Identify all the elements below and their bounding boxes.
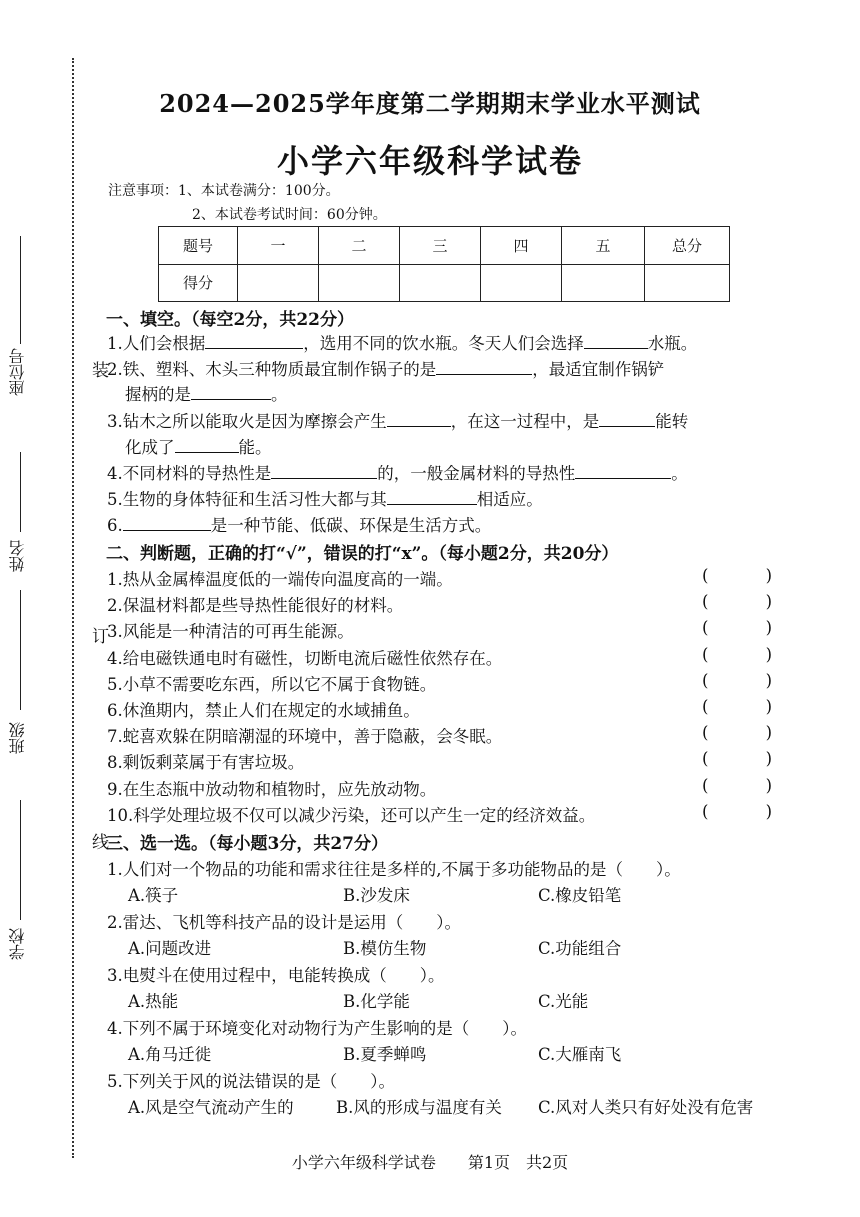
paren-open: ( [702,566,709,585]
paren-close: ) [765,697,772,716]
choice-option-b[interactable]: B.模仿生物 [343,939,427,958]
question-text: 化成了 [125,438,175,457]
fill-question-3 [107,408,688,432]
paren-close: ) [765,776,772,795]
answer-paren[interactable] [702,776,772,795]
choice-option-b[interactable]: B.风的形成与温度有关 [336,1098,502,1117]
binding-dotted-line [72,58,74,1158]
answer-blank[interactable] [436,358,532,375]
question-text: 是一种节能、低碳、环保是生活方式。 [210,516,492,535]
question-text: 5.生物的身体特征和生活习性大都与其 [107,490,387,509]
paren-open: ( [702,618,709,637]
section2-title: 二、判断题，正确的打“√”，错误的打“x”。（每小题2分，共20分） [106,544,619,564]
note-line-1: 注意事项：1、本试卷满分：100分。 [108,183,340,199]
judge-item-10: 10.科学处理垃圾不仅可以减少污染，还可以产生一定的经济效益。 [107,806,596,825]
binding-mark-ding: 订 [92,627,109,647]
table-cell: 一 [238,227,319,265]
binding-mark-zhuang: 装 [92,361,109,381]
paren-open: ( [702,776,709,795]
seat-field-line[interactable] [20,236,21,344]
question-text: 1.人们会根据 [107,334,206,353]
paren-close: ) [765,723,772,742]
question-text: 能转 [655,412,689,431]
table-cell: 五 [562,227,645,265]
table-cell: 题号 [159,227,238,265]
choice-question-5: 5.下列关于风的说法错误的是（ ）。 [107,1072,395,1091]
question-text: ，最适宜制作锅铲 [532,360,665,379]
score-cell[interactable] [400,264,481,302]
question-text: 3.钻木之所以能取火是因为摩擦会产生 [107,412,387,431]
fill-question-1 [107,330,697,354]
choice-option-c[interactable]: C.风对人类只有好处没有危害 [538,1098,754,1117]
choice-option-c[interactable]: C.大雁南飞 [538,1045,622,1064]
answer-blank[interactable] [271,462,377,479]
answer-paren[interactable] [702,697,772,716]
paren-open: ( [702,697,709,716]
choice-question-2: 2.雷达、飞机等科技产品的设计是运用（ ）。 [107,913,461,932]
section3-title: 三、选一选。（每小题3分，共27分） [106,834,388,854]
question-text: 4.不同材料的导热性是 [107,464,272,483]
judge-item-1: 1.热从金属棒温度低的一端传向温度高的一端。 [107,570,453,589]
choice-option-b[interactable]: B.夏季蝉鸣 [343,1045,427,1064]
judge-item-3: 3.风能是一种清洁的可再生能源。 [107,622,354,641]
question-text: 握柄的是 [125,385,191,404]
judge-item-8: 8.剩饭剩菜属于有害垃圾。 [107,753,305,772]
paren-open: ( [702,802,709,821]
seat-number-label: 座位号 [8,348,27,396]
choice-question-3: 3.电熨斗在使用过程中，电能转换成（ ）。 [107,966,445,985]
paren-open: ( [702,749,709,768]
question-text: 水瓶。 [647,334,698,353]
choice-option-c[interactable]: C.功能组合 [538,939,622,958]
fill-question-3-cont [125,434,272,458]
paren-close: ) [765,645,772,664]
answer-paren[interactable] [702,566,772,585]
answer-blank[interactable] [191,383,271,400]
fill-question-4 [107,460,688,484]
paren-close: ) [765,671,772,690]
choice-option-c[interactable]: C.橡皮铅笔 [538,886,622,905]
paren-close: ) [765,618,772,637]
class-field-line[interactable] [20,590,21,710]
paren-close: ) [765,802,772,821]
binding-mark-xian: 线 [92,833,109,853]
table-cell: 三 [400,227,481,265]
judge-item-6: 6.休渔期内，禁止人们在规定的水域捕鱼。 [107,701,420,720]
fill-question-5 [107,486,543,510]
question-text: 6. [107,516,123,535]
school-label: 学校 [8,928,27,960]
score-cell[interactable] [481,264,562,302]
paren-close: ) [765,566,772,585]
score-table-score-row [159,264,730,302]
choice-option-c[interactable]: C.光能 [538,992,589,1011]
choice-question-1: 1.人们对一个物品的功能和需求往往是多样的,不属于多功能物品的是（ ）。 [107,860,681,879]
answer-paren[interactable] [702,749,772,768]
answer-paren[interactable] [702,671,772,690]
question-text: ，在这一过程中，是 [450,412,600,431]
question-text: 2.铁、塑料、木头三种物质最宜制作锅子的是 [107,360,437,379]
answer-blank[interactable] [205,332,303,349]
score-table-header-row [159,227,730,265]
paren-open: ( [702,592,709,611]
fill-question-6 [107,512,491,536]
judge-item-2: 2.保温材料都是些导热性能很好的材料。 [107,596,404,615]
question-text: ，选用不同的饮水瓶。冬天人们会选择 [303,334,584,353]
question-text: 能。 [238,438,272,457]
choice-option-a[interactable]: A.热能 [128,992,179,1011]
choice-option-b[interactable]: B.沙发床 [343,886,410,905]
score-cell[interactable] [562,264,645,302]
answer-blank[interactable] [575,462,671,479]
answer-blank[interactable] [175,436,239,453]
table-cell: 四 [481,227,562,265]
answer-blank[interactable] [584,332,648,349]
judge-item-9: 9.在生态瓶中放动物和植物时，应先放动物。 [107,780,437,799]
table-cell: 得分 [159,264,238,302]
score-cell[interactable] [645,264,730,302]
choice-option-a[interactable]: A.角马迁徙 [128,1045,212,1064]
question-text: 。 [271,385,288,404]
score-table [158,226,730,302]
score-cell[interactable] [319,264,400,302]
judge-item-7: 7.蛇喜欢躲在阴暗潮湿的环境中，善于隐蔽，会冬眠。 [107,727,503,746]
answer-paren[interactable] [702,592,772,611]
name-label: 姓名 [8,540,27,572]
fill-question-2 [107,356,664,380]
answer-paren[interactable] [702,723,772,742]
choice-option-a[interactable]: A.风是空气流动产生的 [128,1098,294,1117]
section1-title: 一、填空。（每空2分，共22分） [106,310,354,330]
school-field-line[interactable] [20,800,21,920]
page-footer: 小学六年级科学试卷 第1页 共2页 [291,1153,569,1172]
choice-option-b[interactable]: B.化学能 [343,992,410,1011]
answer-blank[interactable] [387,488,477,505]
choice-option-a[interactable]: A.筷子 [128,886,179,905]
note-line-2: 2、本试卷考试时间：60分钟。 [192,207,387,223]
score-cell[interactable] [238,264,319,302]
answer-paren[interactable] [702,645,772,664]
answer-paren[interactable] [702,618,772,637]
judge-item-4: 4.给电磁铁通电时有磁性，切断电流后磁性依然存在。 [107,649,503,668]
question-text: 。 [671,464,688,483]
answer-blank[interactable] [599,410,655,427]
choice-option-a[interactable]: A.问题改进 [128,939,212,958]
choice-question-4: 4.下列不属于环境变化对动物行为产生影响的是（ ）。 [107,1019,527,1038]
question-text: 的，一般金属材料的导热性 [377,464,576,483]
answer-blank[interactable] [123,514,211,531]
answer-blank[interactable] [387,410,451,427]
paren-close: ) [765,749,772,768]
name-field-line[interactable] [20,452,21,532]
table-cell: 二 [319,227,400,265]
class-label: 班级 [8,722,27,754]
fill-question-2-cont [125,381,288,405]
question-text: 相适应。 [476,490,543,509]
exam-title: 2024—2025学年度第二学期期末学业水平测试 [159,89,701,118]
table-cell: 总分 [645,227,730,265]
judge-item-5: 5.小草不需要吃东西，所以它不属于食物链。 [107,675,437,694]
paren-open: ( [702,723,709,742]
paren-close: ) [765,592,772,611]
answer-paren[interactable] [702,802,772,821]
paren-open: ( [702,671,709,690]
paren-open: ( [702,645,709,664]
exam-subtitle: 小学六年级科学试卷 [276,142,583,180]
